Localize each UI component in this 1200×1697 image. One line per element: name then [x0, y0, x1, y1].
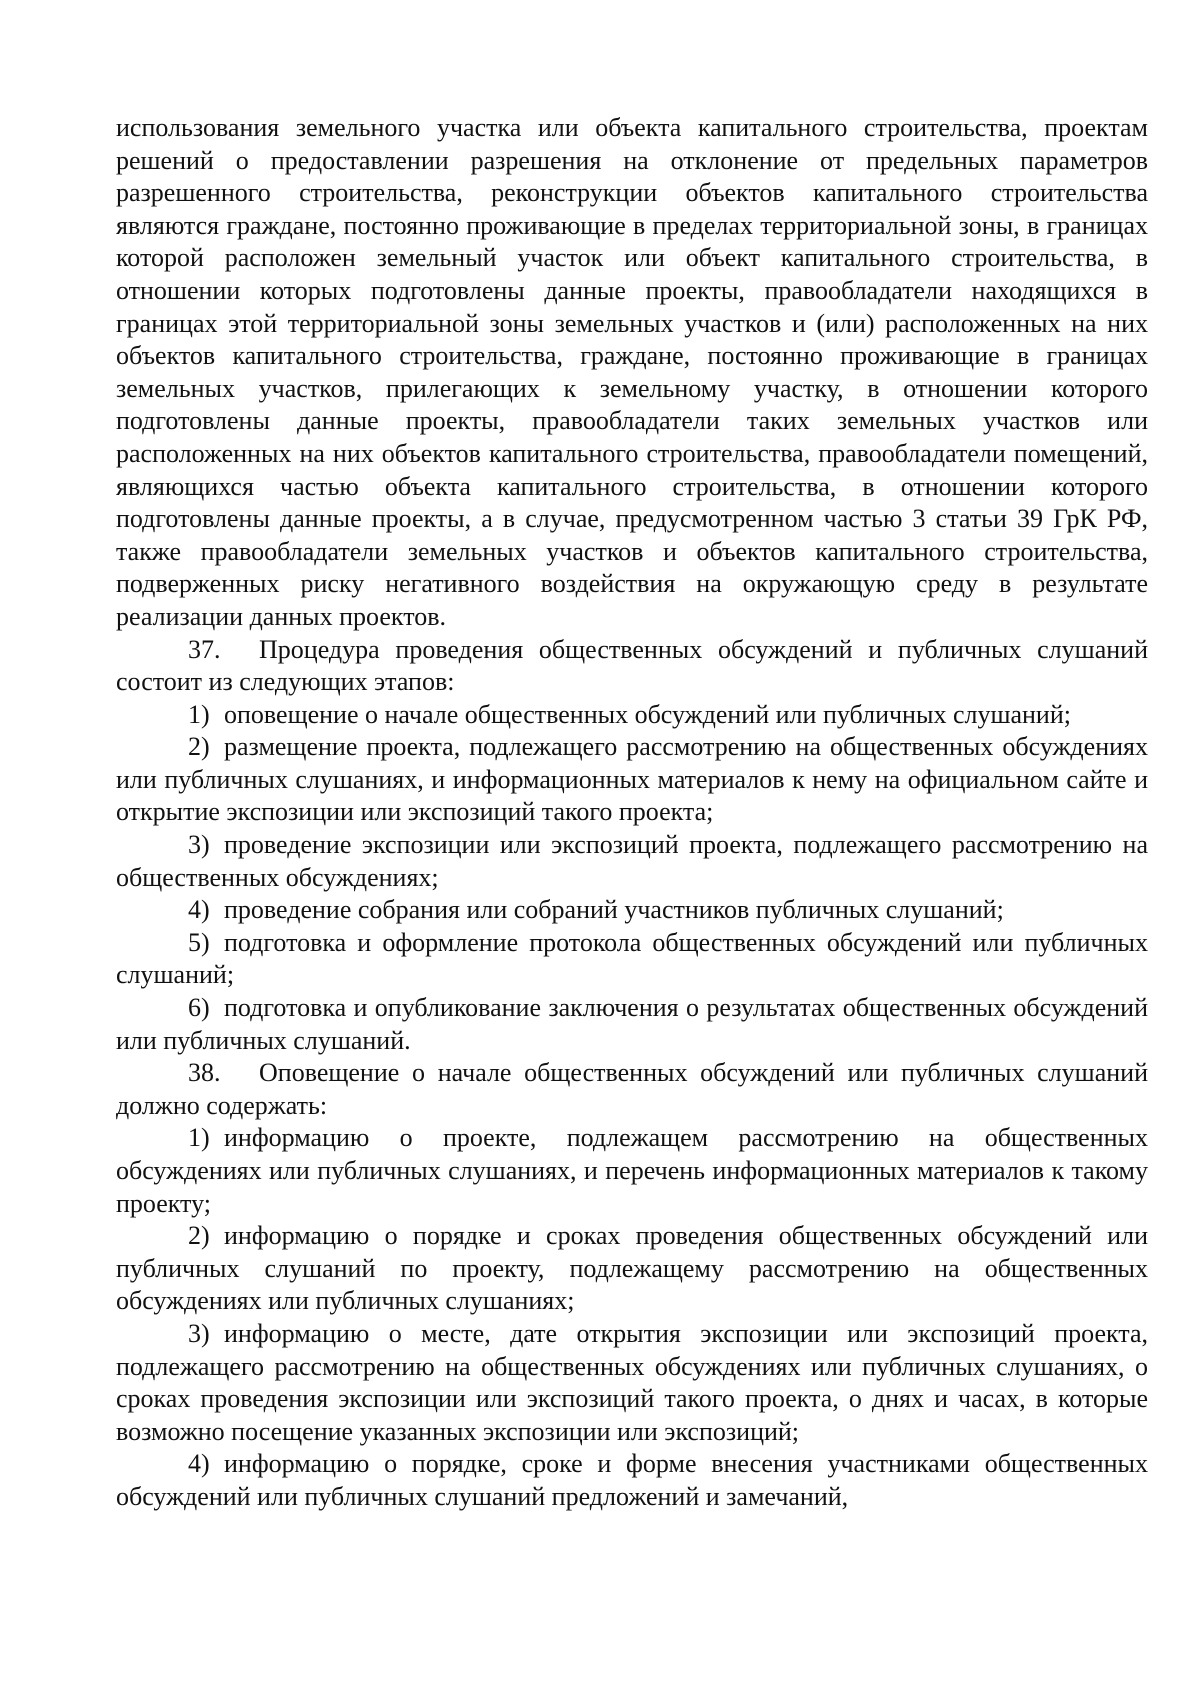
clause-37-item-4 — [116, 894, 1148, 927]
clause-37-item-2-number: 2) — [188, 732, 210, 762]
clause-37-item-5-text: подготовка и оформление протокола общественных обсуждений или публичных слушаний; — [116, 927, 1148, 990]
clause-38-item-1-text: информацию о проекте, подлежащем рассмотрению на общественных обсуждениях или публичных слушаниях, и перечень информационных материалов к такому проекту; — [116, 1123, 1148, 1218]
clause-38-item-3-number: 3) — [188, 1318, 210, 1348]
clause-37-item-2 — [116, 731, 1148, 829]
clause-37-item-5 — [116, 927, 1148, 992]
clause-37-item-3 — [116, 829, 1148, 894]
clause-37-item-4-number: 4) — [188, 895, 210, 925]
clause-37-item-5-number: 5) — [188, 927, 210, 957]
clause-37 — [116, 634, 1148, 699]
clause-38-item-4-number: 4) — [188, 1449, 210, 1479]
clause-37-item-6 — [116, 992, 1148, 1057]
clause-38-item-4-text: информацию о порядке, сроке и форме внесения участниками общественных обсуждений или публичных слушаний предложений и замечаний, — [116, 1449, 1148, 1511]
continuation-paragraph: использования земельного участка или объекта капитального строительства, проектам решений о предоставлении разрешения на отклонение от предельных параметров разрешенного строительства, реконструкции объектов капитального строительства являются граждане, постоянно проживающие в пределах территориальной зоны, в границах которой расположен земельный участок или объект капитального строительства, в отношении которых подготовлены данные проекты, правообладатели находящихся в границах этой территориальной зоны земельных участков и (или) расположенных на них объектов капитального строительства, граждане, постоянно проживающие в границах земельных участков, прилегающих к земельному участку, в отношении которого подготовлены данные проекты, правообладатели таких земельных участков или расположенных на них объектов капитального строительства, правообладатели помещений, являющихся частью объекта капитального строительства, в отношении которого подготовлены данные проекты, а в случае, предусмотренном частью 3 статьи 39 ГрК РФ, также правообладатели земельных участков и объектов капитального строительства, подверженных риску негативного воздействия на окружающую среду в результате реализации данных проектов. — [116, 113, 1148, 631]
clause-38-item-2 — [116, 1220, 1148, 1318]
clause-37-item-6-text: подготовка и опубликование заключения о результатах общественных обсуждений или публичных слушаний. — [116, 993, 1148, 1055]
document-body — [116, 112, 1148, 1514]
clause-38-item-3-text: информацию о месте, дате открытия экспозиции или экспозиций проекта, подлежащего рассмотрению на общественных обсуждениях или публичных слушаниях, о сроках проведения экспозиции или экспозиций такого проекта, о днях и часах, в которые возможно посещение указанных экспозиции или экспозиций; — [116, 1318, 1148, 1446]
clause-37-item-1-number: 1) — [188, 699, 210, 729]
clause-38 — [116, 1057, 1148, 1122]
clause-37-text: Процедура проведения общественных обсуждений и публичных слушаний состоит из следующих этапов: — [116, 634, 1148, 697]
clause-37-item-1-text: оповещение о начале общественных обсуждений или публичных слушаний; — [224, 699, 1071, 729]
clause-38-item-3 — [116, 1318, 1148, 1448]
clause-38-number: 38. — [188, 1058, 221, 1088]
clause-38-item-2-text: информацию о порядке и сроках проведения общественных обсуждений или публичных слушаний по проекту, подлежащему рассмотрению на общественных обсуждениях или публичных слушаниях; — [116, 1221, 1148, 1316]
clause-37-item-1 — [116, 699, 1148, 732]
clause-38-item-1 — [116, 1122, 1148, 1220]
clause-38-text: Оповещение о начале общественных обсуждений или публичных слушаний должно содержать: — [116, 1058, 1148, 1120]
clause-37-item-2-text: размещение проекта, подлежащего рассмотрению на общественных обсуждениях или публичных слушаниях, и информационных материалов к нему на официальном сайте и открытие экспозиции или экспозиций такого проекта; — [116, 732, 1148, 827]
clause-37-item-4-text: проведение собрания или собраний участников публичных слушаний; — [224, 895, 1004, 925]
clause-37-item-3-number: 3) — [188, 830, 210, 860]
clause-38-item-1-number: 1) — [188, 1123, 210, 1153]
clause-37-number: 37. — [188, 634, 221, 664]
clause-38-item-4 — [116, 1448, 1148, 1513]
clause-38-item-2-number: 2) — [188, 1221, 210, 1251]
clause-37-item-3-text: проведение экспозиции или экспозиций проекта, подлежащего рассмотрению на общественных обсуждениях; — [116, 830, 1148, 892]
clause-37-item-6-number: 6) — [188, 993, 210, 1023]
